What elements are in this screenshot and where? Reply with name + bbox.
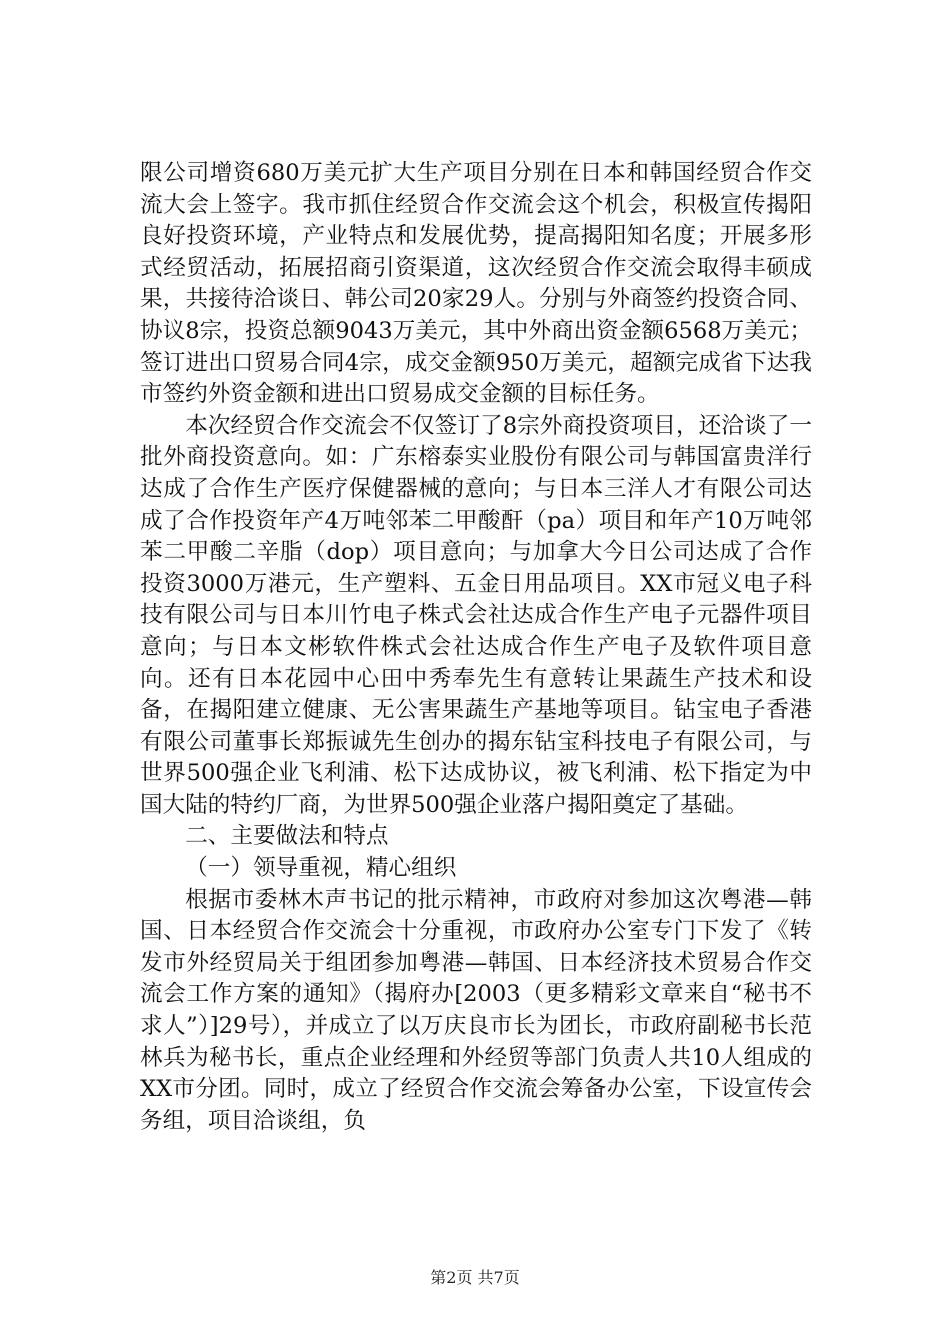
- paragraph-organization: 根据市委林木声书记的批示精神，市政府对参加这次粤港—韩国、日本经贸合作交流会十分重视，市政府办公室专门下发了《转发市外经贸局关于组团参加粤港—韩国、日本经济技术贸易合作交流会工作方案的通知》（揭府办[2003（更多精彩文章来自“秘书不求人”）]29号），并成立了以万庆良市长为团长，市政府副秘书长范林兵为秘书长，重点企业经理和外经贸等部门负责人共10人组成的XX市分团。同时，成立了经贸合作交流会筹备办公室，下设宣传会务组，项目洽谈组，负: [140, 886, 812, 1134]
- subsection-heading: （一）领导重视，精心组织: [185, 855, 457, 882]
- page-number: 第2页 共7页: [430, 1268, 520, 1287]
- paragraph-investment-intentions: 本次经贸合作交流会不仅签订了8宗外商投资项目，还洽谈了一批外商投资意向。如：广东榕泰实业股份有限公司与韩国富贵洋行达成了合作生产医疗保健器械的意向；与日本三洋人才有限公司达成了合作投资年产4万吨邻苯二甲酸酐（pa）项目和年产10万吨邻苯二甲酸二辛脂（dop）项目意向；与加拿大今日公司达成了合作投资3000万港元，生产塑料、五金日用品项目。XX市冠义电子科技有限公司与日本川竹电子株式会社达成合作生产电子元器件项目意向；与日本文彬软件株式会社达成合作生产电子及软件项目意向。还有日本花园中心田中秀奉先生有意转让果蔬生产技术和设备，在揭阳建立健康、无公害果蔬生产基地等项目。钻宝电子香港有限公司董事长郑振诚先生创办的揭东钻宝科技电子有限公司，与世界500强企业飞利浦、松下达成协议，被飞利浦、松下指定为中国大陆的特约厂商，为世界500强企业落户揭阳奠定了基础。: [140, 412, 812, 818]
- paragraph-continuation: 限公司增资680万美元扩大生产项目分别在日本和韩国经贸合作交流大会上签字。我市抓住经贸合作交流会这个机会，积极宣传揭阳良好投资环境，产业特点和发展优势，提高揭阳知名度；开展多形式经贸活动，拓展招商引资渠道，这次经贸合作交流会取得丰硕成果，共接待洽谈日、韩公司20家29人。分别与外商签约投资合同、协议8宗，投资总额9043万美元，其中外商出资金额6568万美元；签订进出口贸易合同4宗，成交金额950万美元，超额完成省下达我市签约外资金额和进出口贸易成交金额的目标任务。: [140, 160, 812, 408]
- document-body: [140, 158, 812, 1137]
- section-heading: 二、主要做法和特点: [185, 823, 389, 850]
